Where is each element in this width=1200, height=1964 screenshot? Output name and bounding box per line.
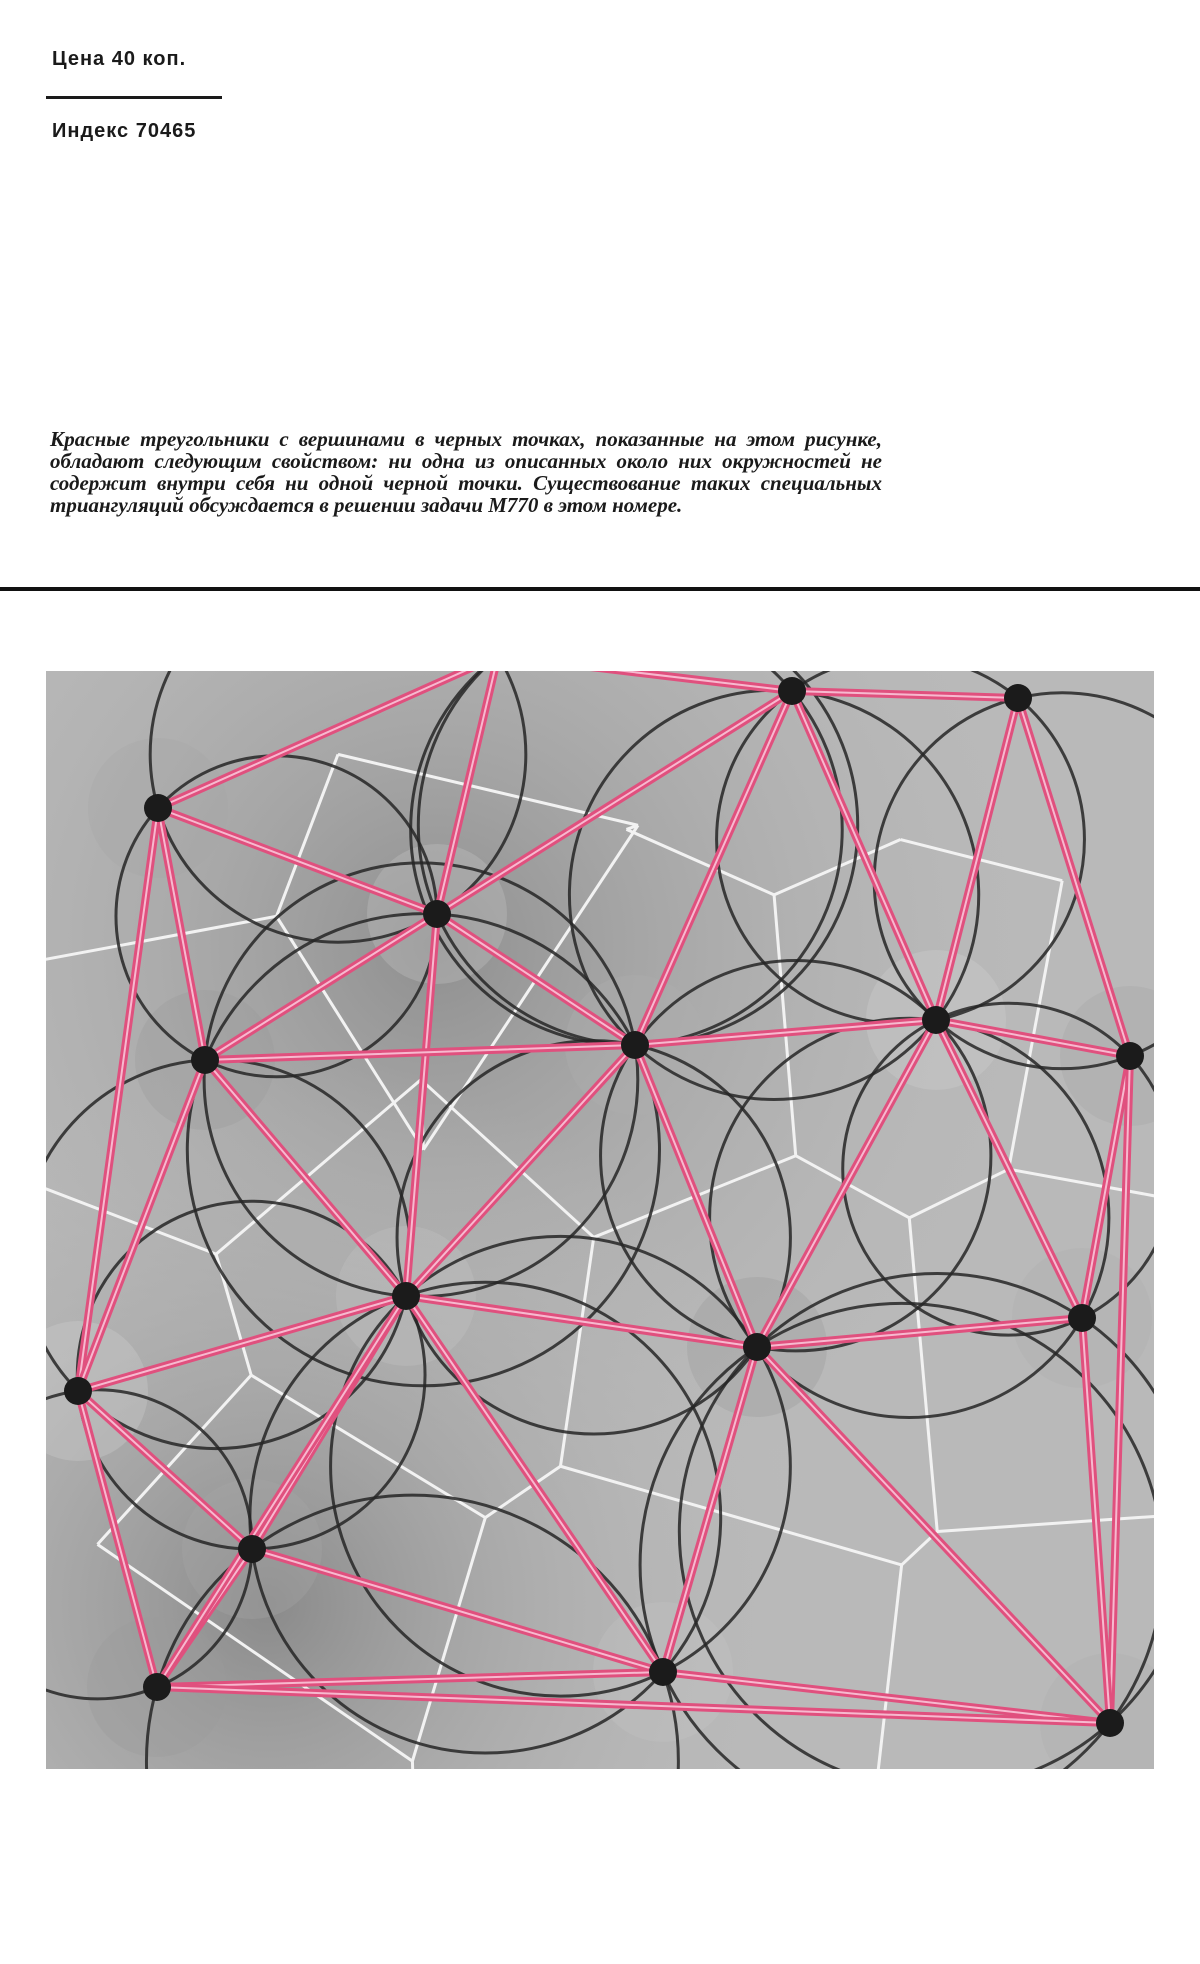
- black-point: [64, 1377, 92, 1405]
- black-point: [144, 794, 172, 822]
- black-point: [143, 1673, 171, 1701]
- black-point: [1068, 1304, 1096, 1332]
- black-point: [423, 900, 451, 928]
- black-point: [1096, 1709, 1124, 1737]
- black-point: [238, 1535, 266, 1563]
- price-rule: [46, 96, 222, 99]
- black-point: [778, 677, 806, 705]
- black-point: [621, 1031, 649, 1059]
- black-point: [392, 1282, 420, 1310]
- delaunay-figure-svg: [46, 671, 1154, 1769]
- black-point: [922, 1006, 950, 1034]
- black-point: [1116, 1042, 1144, 1070]
- index-label: Индекс 70465: [52, 120, 197, 142]
- black-point: [1004, 684, 1032, 712]
- figure-caption: Красные треугольники с вершинами в черных точках, показанные на этом рисунке, обладают следующим свойством: ни одна из описанных около них окружностей не содержит внутри себя ни одной черной точки. Существование таких специальных триангуляций обсуждается в решении задачи М770 в этом номере.: [50, 427, 882, 517]
- price-label: Цена 40 коп.: [52, 48, 187, 70]
- delaunay-figure: [46, 671, 1154, 1769]
- black-point: [743, 1333, 771, 1361]
- page-divider: [0, 587, 1200, 591]
- black-point: [191, 1046, 219, 1074]
- black-point: [649, 1658, 677, 1686]
